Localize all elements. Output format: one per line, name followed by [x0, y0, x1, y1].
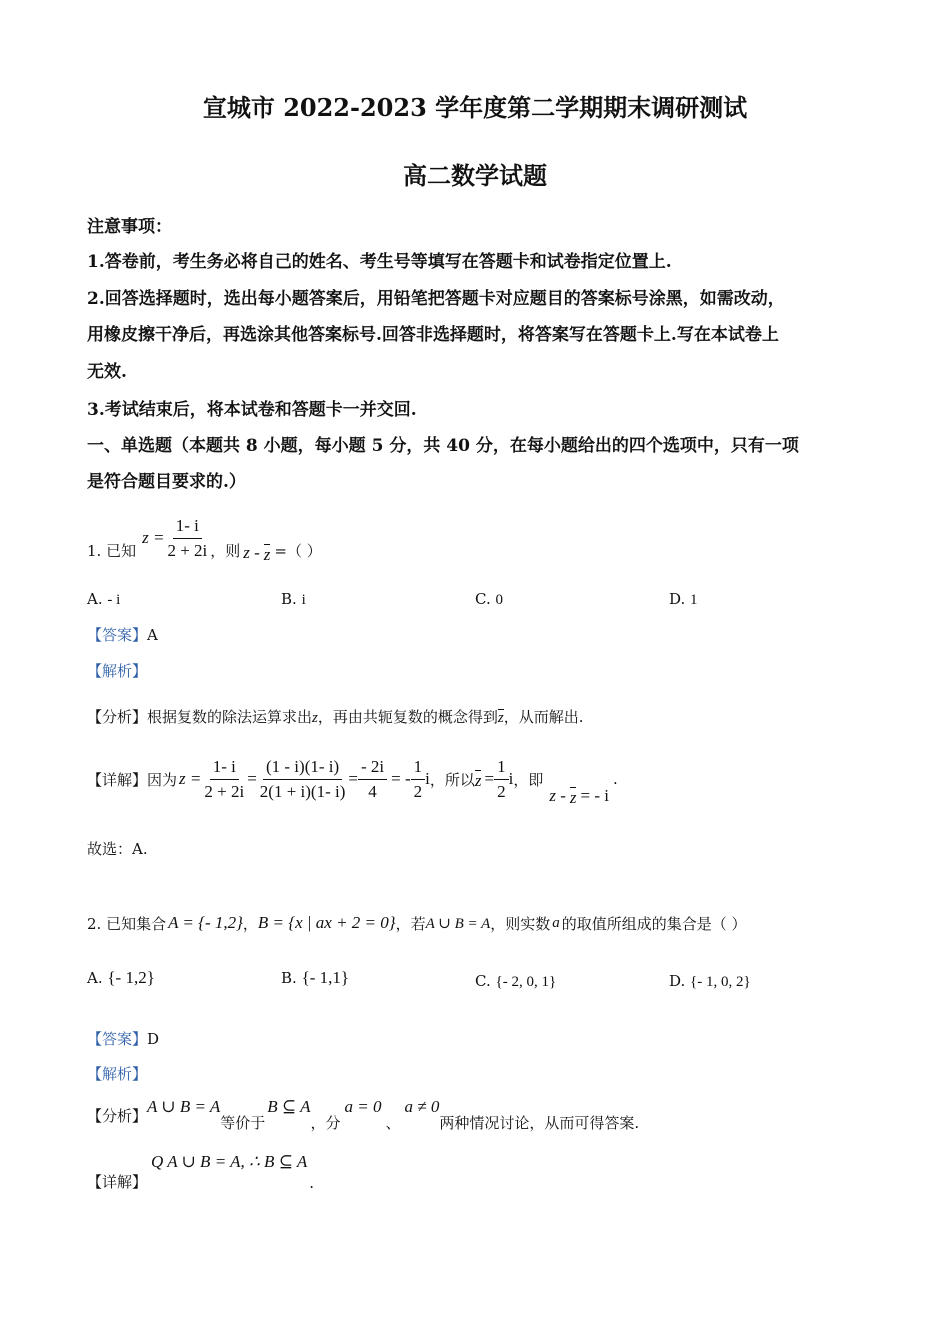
section-heading-line-1: 一、单选题（本题共 8 小题，每小题 5 分，共 40 分，在每小题给出的四个选项中，只有一项: [87, 436, 799, 456]
q1-answer: [87, 624, 158, 645]
q1-mid: ，则: [210, 542, 241, 560]
q1-analysis-tag: 【解析】: [87, 662, 148, 680]
q1-frac-den: 2 + 2i: [167, 540, 208, 560]
q1-detail-frac-4: $\frac{1}{2}$: [411, 757, 426, 802]
q2-answer-value: D: [147, 1030, 160, 1048]
q2-detail: 【详解】 Q A ∪ B = A, ∴ B ⊆ A .: [87, 1152, 315, 1192]
q1-conclusion: 故选：A.: [87, 840, 148, 858]
q1-fenxi: 【分析】根据复数的除法运算求出z，再由共轭复数的概念得到z，从而解出.: [87, 708, 584, 726]
q1-option-a: A. - i: [87, 590, 121, 608]
q1-detail-frac-5: $\frac{1}{2}$: [494, 757, 509, 802]
q2-option-d: D. {- 1, 0, 2}: [669, 972, 751, 990]
q2-answer-tag: 【答案】: [87, 1030, 148, 1048]
notice-item-3: 3.考试结束后，将本试卷和答题卡一并交回.: [87, 400, 417, 420]
q1-detail-frac-1: $\frac{1- i}{2 + 2i}$: [204, 756, 245, 801]
q1-option-b: B. i: [281, 590, 306, 608]
notice-item-2-line-1: 2.回答选择题时，选出每小题答案后，用铅笔把答题卡对应题目的答案标号涂黑，如需改动，: [87, 289, 785, 309]
q1-detail-frac-2: $\frac{(1 - i)(1- i)}{2(1 + i)(1- i)}$: [259, 756, 346, 801]
q1-fraction: [164, 516, 210, 561]
q2-analysis-tag: 【解析】: [87, 1065, 148, 1083]
q1-answer-value: A: [147, 626, 158, 644]
q2-fenxi: 【分析】 A ∪ B = A 等价于 B ⊆ A ，分 a = 0 、 a ≠ 0 两种情况讨论，从而可得答案.: [87, 1097, 640, 1132]
q2-answer: [87, 1028, 159, 1049]
q1-detail: 【详解】 因为 z = $\frac{1- i}{2 + 2i}$ = $\frac{(1 - i)(1- i)}{2(1 + i)(1- i)}$ = $\frac{- 2i}{4}$ = - $\frac{1}{2}$ i ，所以 z = $\frac{1}{2}$ i ，即 z - z = - i .: [87, 756, 618, 807]
q2-option-b: B. {- 1,1}: [281, 968, 350, 987]
q1-detail-frac-3: $\frac{- 2i}{4}$: [358, 757, 387, 802]
q1-detail-tag: 【详解】: [87, 770, 148, 789]
q1-expr-eq: =（ ）: [274, 542, 322, 560]
q1-expr-zbar: z: [263, 545, 271, 564]
notice-heading: 注意事项：: [87, 217, 172, 237]
notice-item-1: 1.答卷前，考生务必将自己的姓名、考生号等填写在答题卡和试卷指定位置上.: [87, 252, 672, 272]
q1-frac-num: 1- i: [173, 516, 202, 539]
q1-option-d: D. 1: [669, 590, 698, 608]
section-heading-line-2: 是符合题目要求的.）: [87, 472, 246, 492]
notice-item-2-line-3: 无效.: [87, 362, 127, 382]
q1-option-c: C. 0: [475, 590, 503, 608]
q2-option-a: A. {- 1,2}: [87, 968, 155, 987]
question-1-stem: [87, 513, 322, 563]
notice-item-2-line-2: 用橡皮擦干净后，再选涂其他答案标号.回答非选择题时，将答案写在答题卡上.写在本试卷上: [87, 325, 779, 345]
q1-prefix: 1. 已知: [87, 542, 137, 560]
q1-answer-tag: 【答案】: [87, 626, 148, 644]
q2-option-c: C. {- 2, 0, 1}: [475, 972, 557, 990]
exam-title: 宣城市 2022-2023 学年度第二学期期末调研测试: [202, 93, 748, 122]
question-2-stem: 2. 已知集合 A = {- 1,2} ， B = {x | ax + 2 = 0} ，若 A ∪ B = A ，则实数 a 的取值所组成的集合是（ ）: [87, 913, 747, 933]
q1-expr-z: z -: [243, 543, 260, 562]
exam-subtitle: 高二数学试题: [403, 161, 547, 190]
q1-z-eq: z =: [142, 528, 165, 547]
